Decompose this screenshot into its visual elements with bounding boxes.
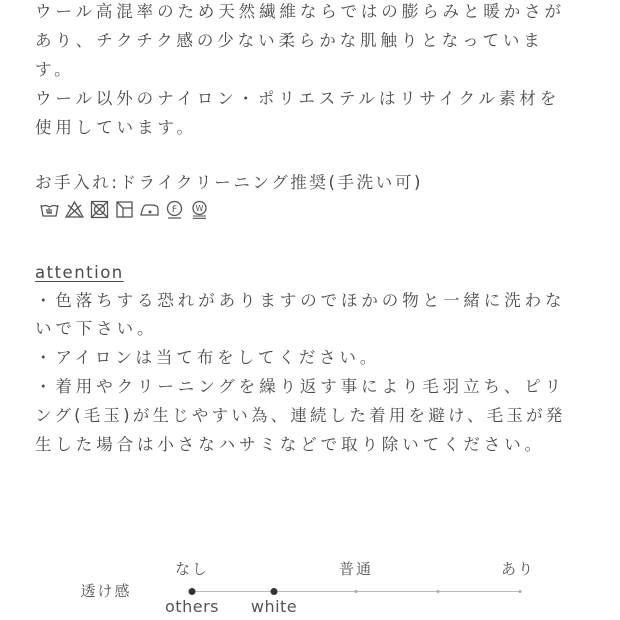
care-instructions: お手入れ:ドライクリーニング推奨(手洗い可) <box>35 173 423 192</box>
scale-tick <box>519 590 522 593</box>
marker-label: white <box>250 597 298 616</box>
attention-heading: attention <box>35 263 124 282</box>
description-line: ウール以外のナイロン・ポリエステルはリサイクル素材を <box>35 89 561 108</box>
attention-line: いで下さい。 <box>35 319 158 338</box>
description-line: ウール高混率のため天然繊維ならではの膨らみと暖かさが <box>35 2 565 21</box>
attention-line: ング(毛玉)が生じやすい為、連続した着用を避け、毛玉が発 <box>35 406 566 425</box>
scale-marker <box>189 588 196 595</box>
attention-line: ・アイロンは当て布をしてください。 <box>35 348 381 367</box>
scale-marker <box>271 588 278 595</box>
sheerness-label: 透け感 <box>80 582 132 600</box>
scale-label-yes: あり <box>500 560 536 578</box>
scale-label-none: なし <box>174 560 210 578</box>
svg-text:W: W <box>195 204 204 214</box>
description-line: あり、チクチク感の少ない柔らかな肌触りとなっていま <box>35 31 544 50</box>
description-line: す。 <box>35 60 75 79</box>
description-line: 使用しています。 <box>35 118 197 137</box>
attention-line: ・着用やクリーニングを繰り返す事により毛羽立ち、ピリ <box>35 377 566 396</box>
svg-text:F: F <box>171 205 178 215</box>
scale-tick <box>437 590 440 593</box>
marker-label: others <box>165 597 219 616</box>
scale-tick <box>355 590 358 593</box>
attention-line: 生した場合は小さなハサミなどで取り除いてください。 <box>35 435 545 454</box>
attention-line: ・色落ちする恐れがありますのでほかの物と一緒に洗わな <box>35 291 566 310</box>
scale-label-normal: 普通 <box>338 560 374 578</box>
